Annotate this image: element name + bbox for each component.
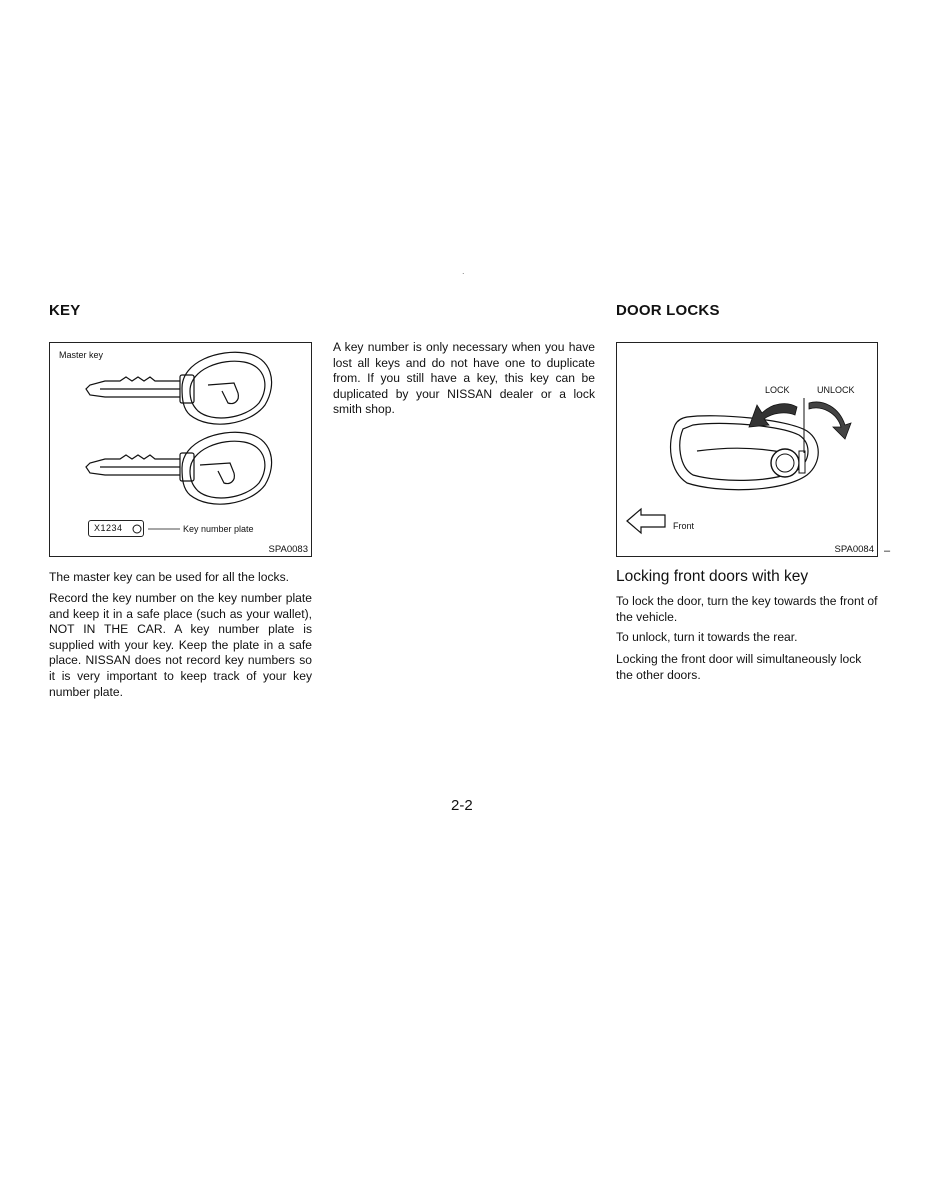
door-handle-illustration [617,343,879,558]
front-arrow [627,509,665,533]
door-lock-figure [616,342,878,557]
door-locks-heading: DOOR LOCKS [616,302,720,319]
front-label: Front [673,521,695,531]
key-figure-code: SPA0083 [268,544,308,555]
master-key-label: Master key [59,350,104,360]
second-key-drawing [86,432,272,504]
margin-mark: – [884,545,891,557]
key-number-plate [88,520,144,537]
locking-subheading: Locking front doors with key [616,568,809,585]
key-paragraph-2: Record the key number on the key number plate and keep it in a safe place (such as your wallet), NOT IN THE CAR. A key number plate is supplied with your key. Keep the plate in a safe place. NISSAN does not record key numbers so it is very important to keep track of your key number plate. [49,591,312,699]
unlock-label: UNLOCK [817,385,855,395]
door-paragraph-1: To lock the door, turn the key towards the front of the vehicle. [616,594,878,624]
lock-arrow [749,404,797,427]
key-paragraph-1: The master key can be used for all the locks. [49,570,289,584]
door-paragraph-3: Locking the front door will simultaneously lock the other doors. [616,652,862,682]
door-paragraph-2: To unlock, turn it towards the rear. [616,630,798,644]
plate-text: X1234 [94,523,123,533]
center-dot: . [462,266,465,276]
master-key-drawing [86,352,272,424]
key-number-plate-label: Key number plate [183,524,254,534]
middle-paragraph-1: A key number is only necessary when you have lost all keys and do not have one to duplicate from. If you still have a key, this key can be duplicated by your NISSAN dealer or a lock smith shop. [333,340,595,417]
page-number: 2-2 [451,797,473,814]
lock-label: LOCK [765,385,790,395]
key-heading: KEY [49,302,81,319]
door-figure-code: SPA0084 [834,544,874,555]
key-figure [49,342,312,557]
unlock-arrow [809,402,851,439]
